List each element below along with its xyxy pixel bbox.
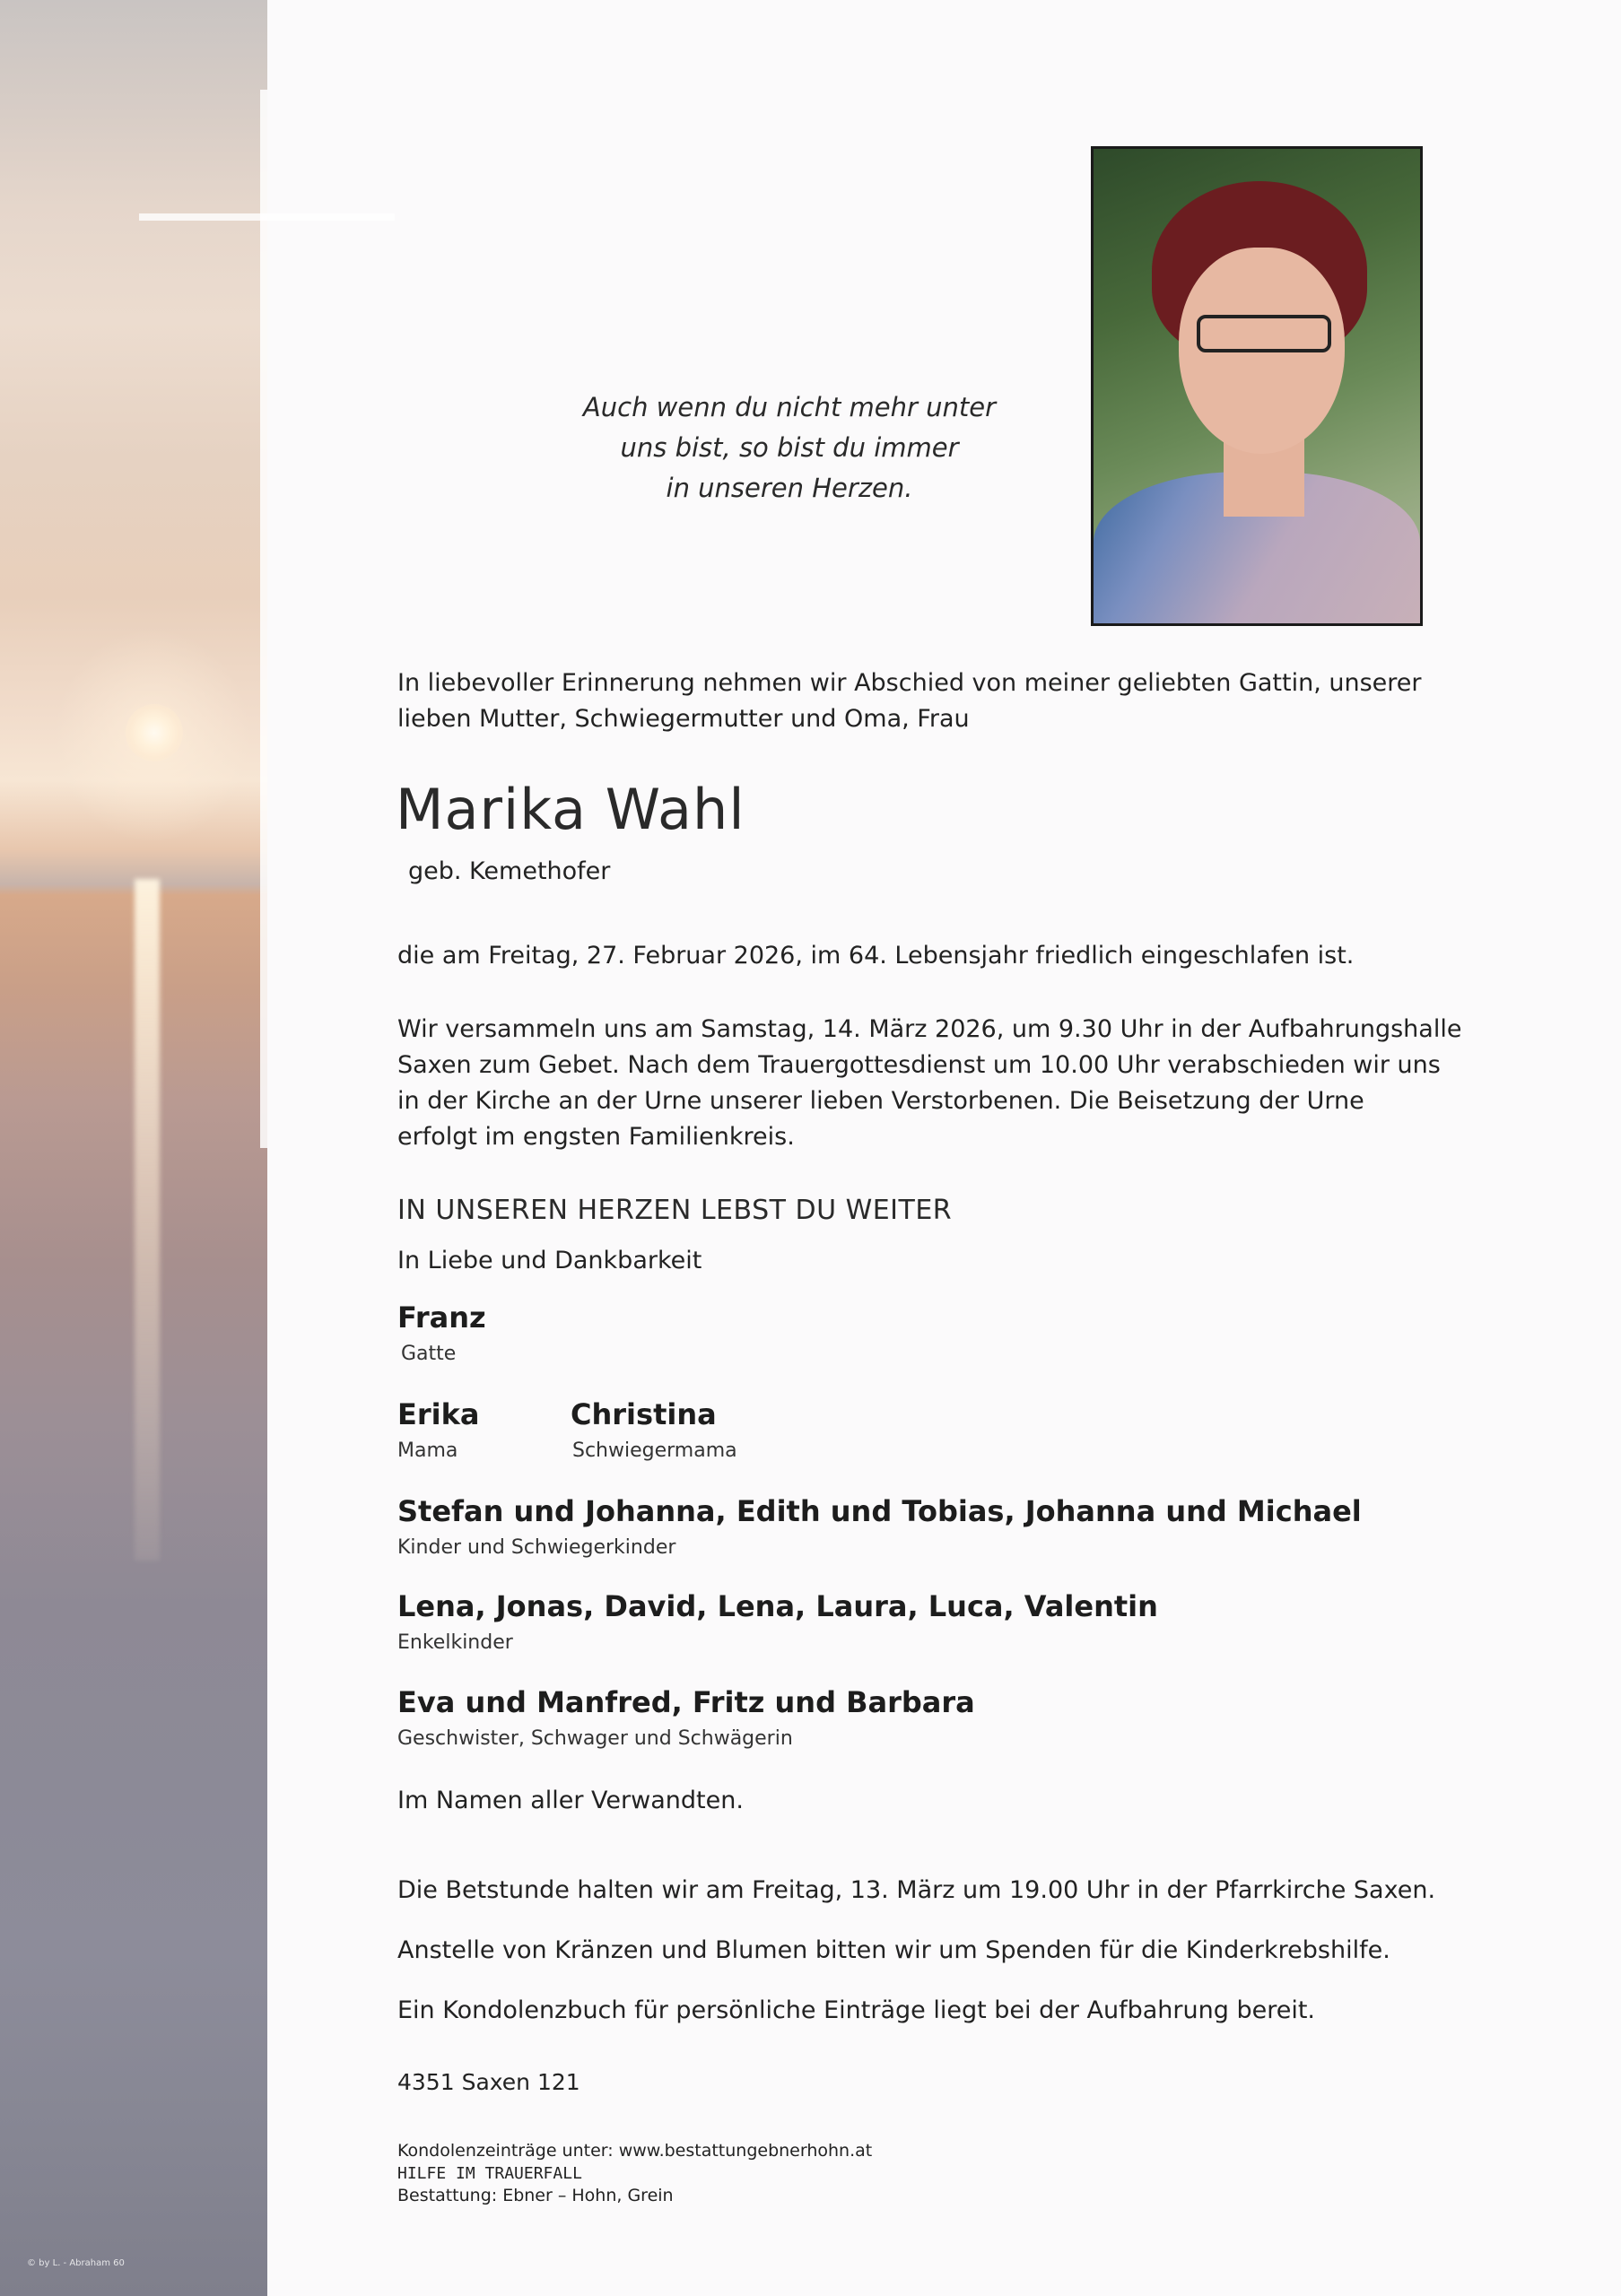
memorial-quote bbox=[520, 387, 1059, 509]
intro-line: lieben Mutter, Schwiegermutter und Oma, Frau bbox=[397, 705, 970, 733]
mourner-relation: Geschwister, Schwager und Schwägerin bbox=[397, 1727, 793, 1750]
ceremony-line: erfolgt im engsten Familienkreis. bbox=[397, 1123, 795, 1151]
quote-line: in unseren Herzen. bbox=[666, 473, 913, 503]
mourner-names: Erika bbox=[397, 1397, 480, 1431]
quote-line: Auch wenn du nicht mehr unter bbox=[582, 392, 997, 422]
death-notice: die am Freitag, 27. Februar 2026, im 64. Lebensjahr friedlich eingeschlafen ist. bbox=[397, 942, 1355, 970]
help-label: HILFE IM TRAUERFALL bbox=[397, 2164, 582, 2183]
mourner-relation: Schwiegermama bbox=[572, 1439, 737, 1462]
mourner-relation: Enkelkinder bbox=[397, 1631, 513, 1654]
portrait-photo bbox=[1091, 146, 1423, 626]
ceremony-line: Saxen zum Gebet. Nach dem Trauergottesdienst um 10.00 Uhr verabschieden wir uns bbox=[397, 1051, 1441, 1079]
motto: IN UNSEREN HERZEN LEBST DU WEITER bbox=[397, 1195, 953, 1226]
intro-line: In liebevoller Erinnerung nehmen wir Abschied von meiner geliebten Gattin, unserer bbox=[397, 669, 1422, 697]
cross-horizontal-bar bbox=[139, 213, 395, 221]
sunset-sidebar-image bbox=[0, 0, 267, 2296]
mourner-relation: Gatte bbox=[401, 1343, 457, 1365]
mourner-names: Eva und Manfred, Fritz und Barbara bbox=[397, 1685, 975, 1719]
funeral-home: Bestattung: Ebner – Hohn, Grein bbox=[397, 2186, 674, 2205]
mourner-names: Lena, Jonas, David, Lena, Laura, Luca, Valentin bbox=[397, 1589, 1158, 1623]
condolence-website: Kondolenzeinträge unter: www.bestattungebnerhohn.at bbox=[397, 2141, 873, 2161]
mourner-names: Franz bbox=[397, 1300, 486, 1335]
gratitude: In Liebe und Dankbarkeit bbox=[397, 1247, 702, 1274]
on-behalf: Im Namen aller Verwandten. bbox=[397, 1787, 744, 1814]
sun-reflection bbox=[135, 879, 160, 1561]
mourner-names: Stefan und Johanna, Edith und Tobias, Johanna und Michael bbox=[397, 1494, 1362, 1528]
condolence-book-note: Ein Kondolenzbuch für persönliche Einträge liegt bei der Aufbahrung bereit. bbox=[397, 1996, 1315, 2024]
mourner-relation: Kinder und Schwiegerkinder bbox=[397, 1536, 676, 1559]
ceremony-line: Wir versammeln uns am Samstag, 14. März 2026, um 9.30 Uhr in der Aufbahrungshalle bbox=[397, 1015, 1462, 1043]
donation-note: Anstelle von Kränzen und Blumen bitten wir um Spenden für die Kinderkrebshilfe. bbox=[397, 1936, 1390, 1964]
ceremony-line: in der Kirche an der Urne unserer lieben Verstorbenen. Die Beisetzung der Urne bbox=[397, 1087, 1364, 1115]
quote-line: uns bist, so bist du immer bbox=[620, 432, 959, 463]
mourner-relation: Mama bbox=[397, 1439, 458, 1462]
deceased-name: Marika Wahl bbox=[396, 777, 745, 842]
mourner-names: Christina bbox=[571, 1397, 717, 1431]
address: 4351 Saxen 121 bbox=[397, 2069, 580, 2095]
prayer-note: Die Betstunde halten wir am Freitag, 13. März um 19.00 Uhr in der Pfarrkirche Saxen. bbox=[397, 1876, 1436, 1904]
sun bbox=[126, 704, 183, 761]
cross-vertical-bar bbox=[260, 90, 267, 1148]
birth-name: geb. Kemethofer bbox=[408, 857, 611, 885]
image-credit: © by L. - Abraham 60 bbox=[27, 2258, 125, 2268]
portrait-glasses bbox=[1197, 315, 1331, 352]
